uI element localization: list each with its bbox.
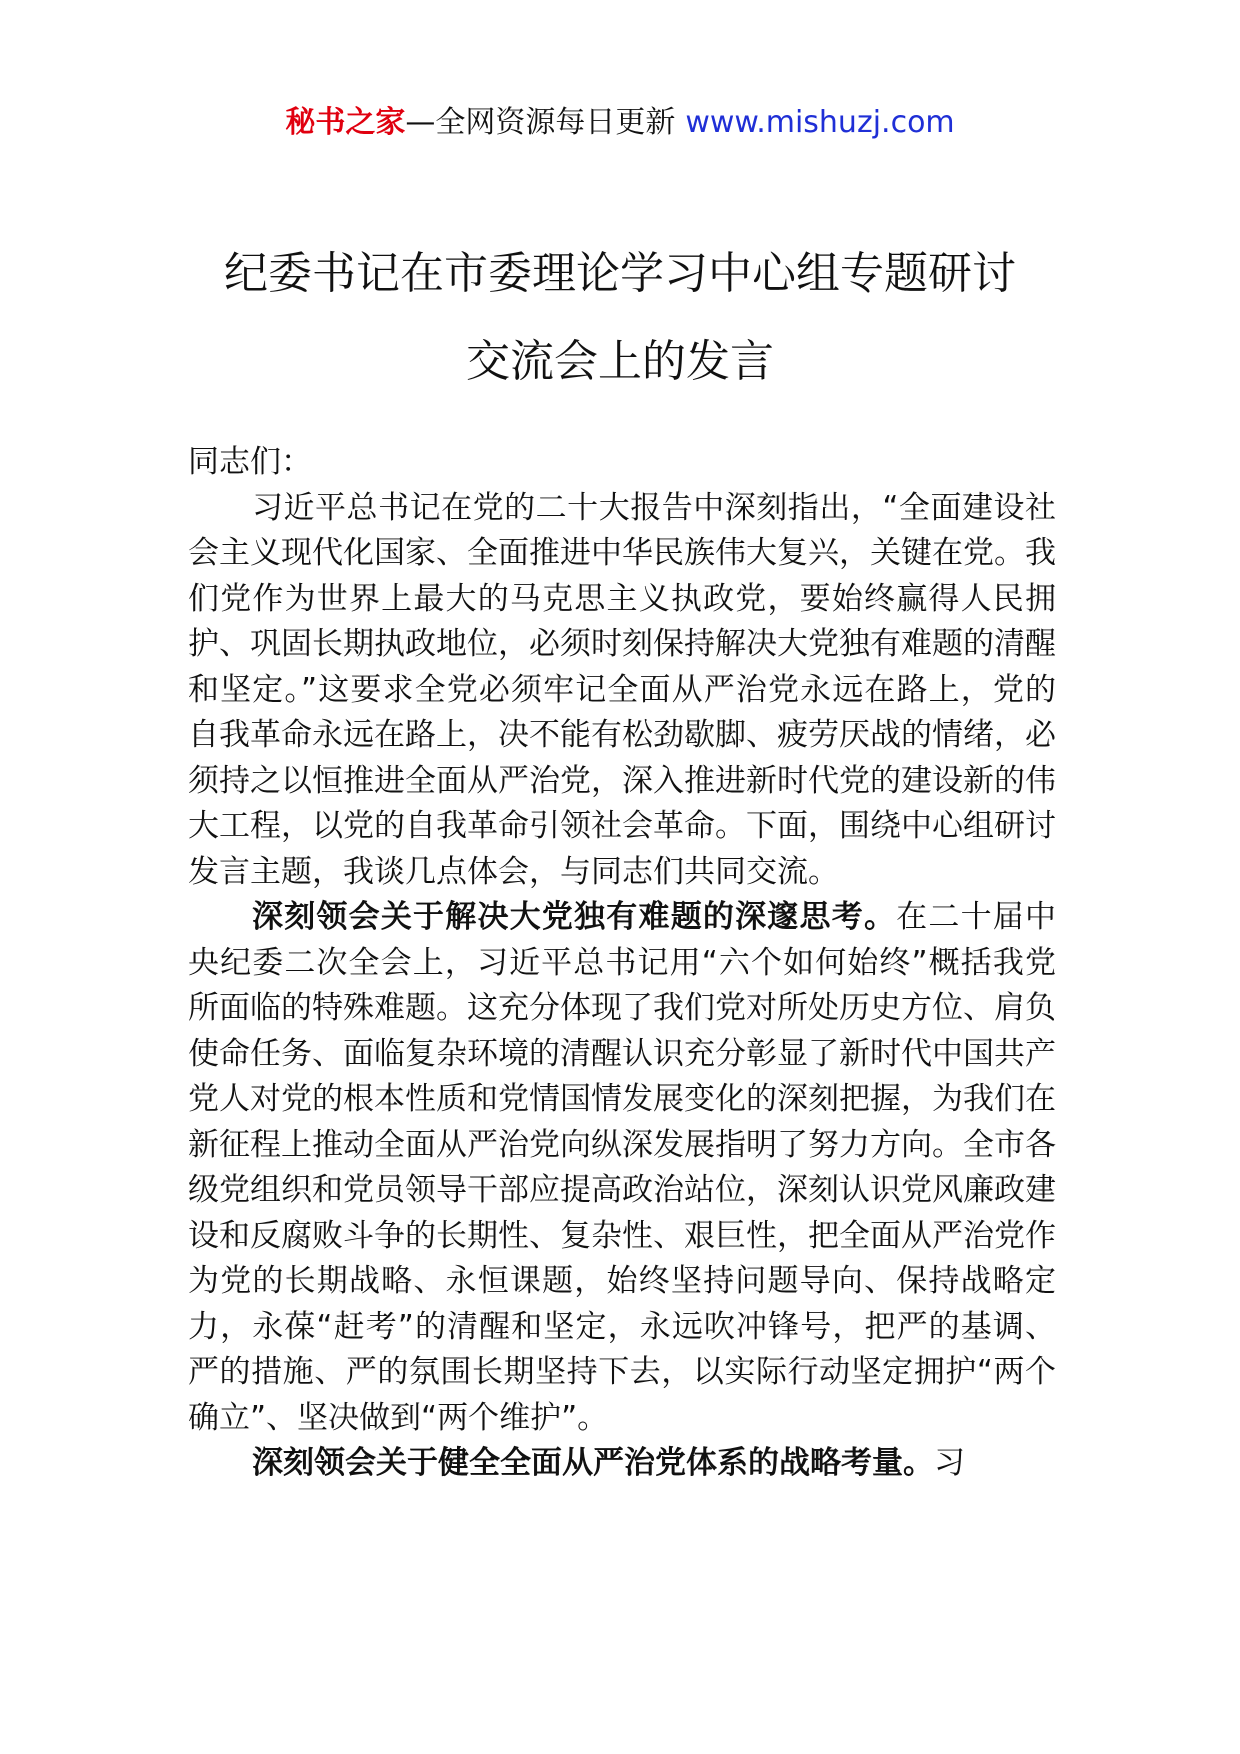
title-line-1: 纪委书记在市委理论学习中心组专题研讨	[224, 248, 1016, 299]
paragraph-section-1	[188, 895, 1056, 1441]
paragraph-intro: 习近平总书记在党的二十大报告中深刻指出，“全面建设社会主义现代化国家、全面推进中华民族伟大复兴，关键在党。我们党作为世界上最大的马克思主义执政党，要始终赢得人民拥护、巩固长期执政地位，必须时刻保持解决大党独有难题的清醒和坚定。”这要求全党必须牢记全面从严治党永远在路上，党的自我革命永远在路上，决不能有松劲歇脚、疲劳厌战的情绪，必须持之以恒推进全面从严治党，深入推进新时代党的建设新的伟大工程，以党的自我革命引领社会革命。下面，围绕中心组研讨发言主题，我谈几点体会，与同志们共同交流。	[188, 489, 1056, 890]
section-1-heading: 深刻领会关于解决大党独有难题的深邃思考。	[252, 899, 897, 935]
salutation: 同志们：	[188, 444, 312, 480]
site-url-link[interactable]: www.mishuzj.com	[685, 105, 955, 140]
header-slogan: 全网资源每日更新	[435, 105, 676, 140]
title-line-2: 交流会上的发言	[466, 336, 774, 387]
document-title	[140, 230, 1100, 406]
section-2-heading: 深刻领会关于健全全面从严治党体系的战略考量。	[252, 1445, 934, 1481]
paragraph-section-2	[188, 1441, 1056, 1487]
section-1-body: 在二十届中央纪委二次全会上，习近平总书记用“六个如何始终”概括我党所面临的特殊难题。这充分体现了我们党对所处历史方位、肩负使命任务、面临复杂环境的清醒认识充分彰显了新时代中国共产党人对党的根本性质和党情国情发展变化的深刻把握，为我们在新征程上推动全面从严治党向纵深发展指明了努力方向。全市各级党组织和党员领导干部应提高政治站位，深刻认识党风廉政建设和反腐败斗争的长期性、复杂性、艰巨性，把全面从严治党作为党的长期战略、永恒课题，始终坚持问题导向、保持战略定力，永葆“赶考”的清醒和坚定，永远吹冲锋号，把严的基调、严的措施、严的氛围长期坚持下去，以实际行动坚定拥护“两个确立”、坚决做到“两个维护”。	[188, 899, 1057, 1436]
header-dash: —	[405, 105, 436, 140]
brand-name: 秘书之家	[285, 105, 406, 140]
section-2-body: 习	[934, 1445, 965, 1481]
site-header	[0, 98, 1240, 148]
document-body	[188, 440, 1056, 1487]
